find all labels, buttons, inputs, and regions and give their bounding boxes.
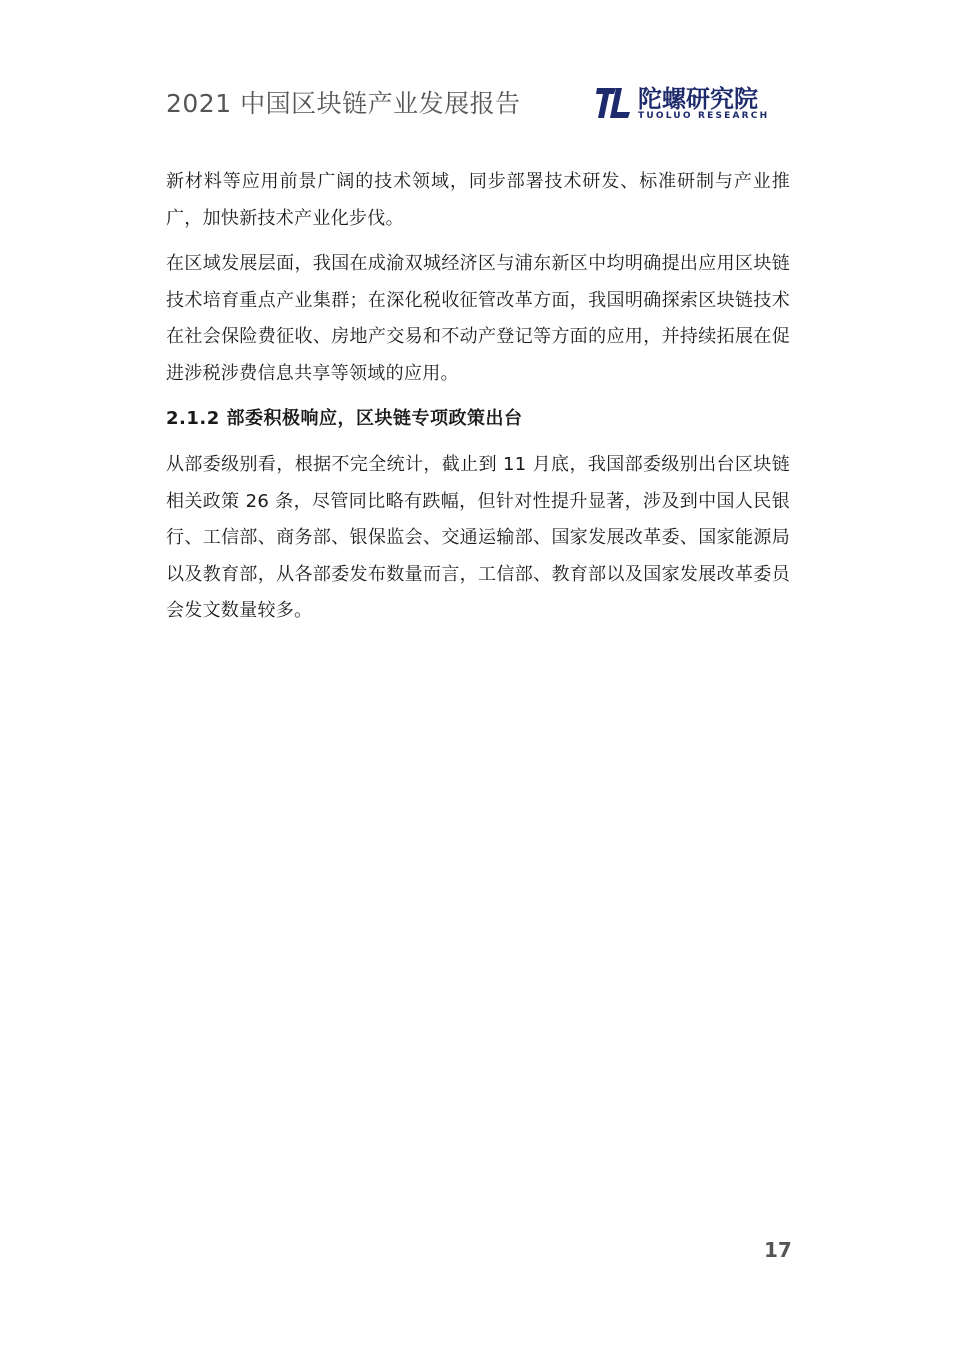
logo-english-name: TUOLUO RESEARCH (638, 111, 770, 121)
main-content (166, 164, 790, 639)
logo-chinese-name: 陀螺研究院 (638, 85, 758, 113)
paragraph-continued: 新材料等应用前景广阔的技术领域，同步部署技术研发、标准研制与产业推广，加快新技术产业化步伐。 (166, 171, 790, 229)
paragraph-ministry-policy: 从部委级别看，根据不完全统计，截止到 11 月底，我国部委级别出台区块链相关政策 26 条，尽管同比略有跌幅，但针对性提升显著，涉及到中国人民银行、工信部、商务部、银保监会、交通运输部、国家发展改革委、国家能源局以及教育部，从各部委发布数量而言，工信部、教育部以及国家发展改革委员会发文数量较多。 (166, 454, 790, 621)
tuoluo-logo (596, 86, 776, 124)
section-heading: 2.1.2 部委积极响应，区块链专项政策出台 (166, 408, 523, 429)
tl-logo-mark-icon (596, 86, 632, 120)
paragraph-regional-policy: 在区域发展层面，我国在成渝双城经济区与浦东新区中均明确提出应用区块链技术培育重点产业集群；在深化税收征管改革方面，我国明确探索区块链技术在社会保险费征收、房地产交易和不动产登记等方面的应用，并持续拓展在促进涉税涉费信息共享等领域的应用。 (166, 253, 790, 384)
page-number: 17 (764, 1238, 792, 1262)
report-title: 2021 中国区块链产业发展报告 (166, 89, 521, 118)
